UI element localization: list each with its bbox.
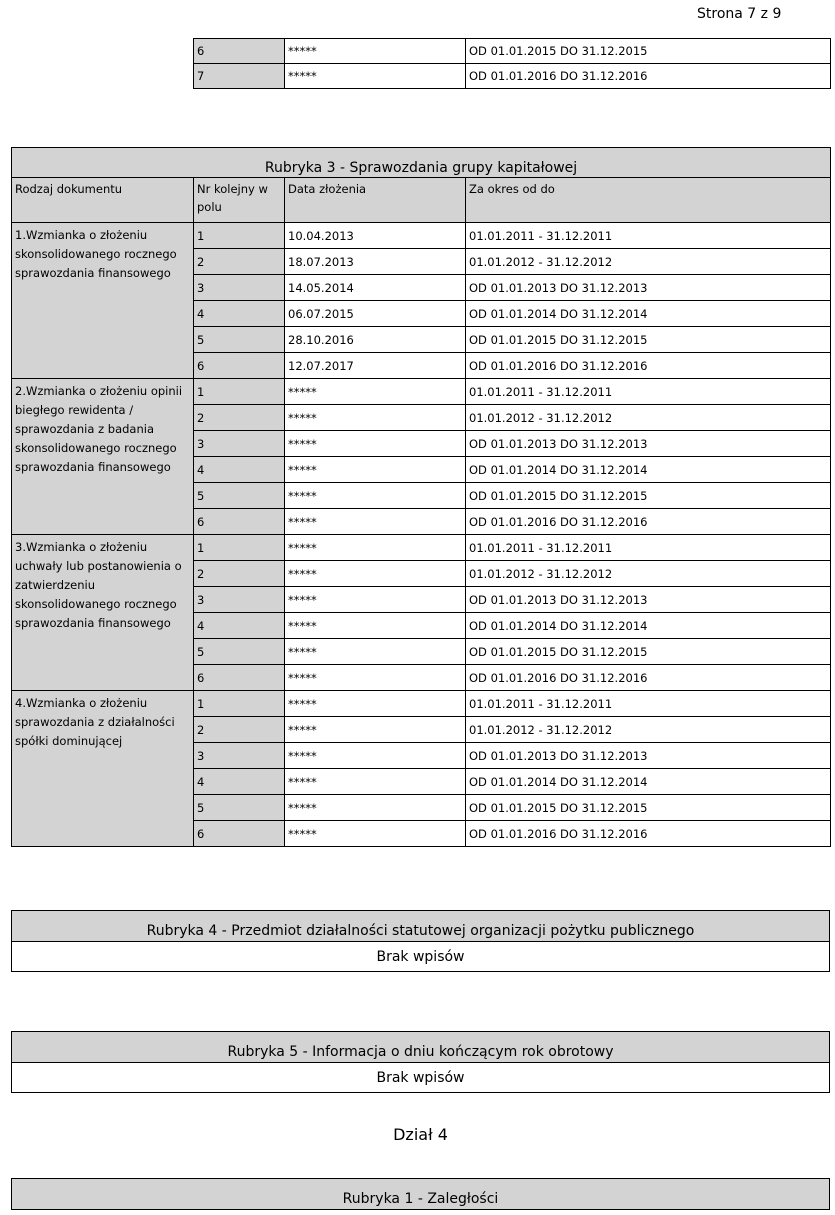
continued-table <box>193 38 831 89</box>
date-cell: ***** <box>285 64 466 89</box>
column-header: Za okres od do <box>466 178 831 223</box>
no-entries-label: Brak wpisów <box>12 942 830 972</box>
period-cell: 01.01.2012 - 31.12.2012 <box>466 561 831 587</box>
nr-cell: 4 <box>194 457 285 483</box>
dzial-heading: Dział 4 <box>393 1125 448 1144</box>
period-cell: OD 01.01.2016 DO 31.12.2016 <box>466 821 831 847</box>
period-cell: OD 01.01.2015 DO 31.12.2015 <box>466 795 831 821</box>
nr-cell: 6 <box>194 821 285 847</box>
section-title <box>12 911 830 942</box>
empty-row <box>12 1063 830 1093</box>
period-cell: 01.01.2012 - 31.12.2012 <box>466 717 831 743</box>
date-cell: ***** <box>285 821 466 847</box>
date-cell: ***** <box>285 535 466 561</box>
section-title <box>12 148 831 178</box>
nr-cell: 4 <box>194 301 285 327</box>
no-entries-label: Brak wpisów <box>12 1063 830 1093</box>
nr-cell: 3 <box>194 743 285 769</box>
nr-cell: 1 <box>194 691 285 717</box>
date-cell: ***** <box>285 613 466 639</box>
date-cell: ***** <box>285 483 466 509</box>
date-cell: ***** <box>285 665 466 691</box>
nr-cell: 1 <box>194 223 285 249</box>
period-cell: OD 01.01.2016 DO 31.12.2016 <box>466 64 831 89</box>
period-cell: OD 01.01.2015 DO 31.12.2015 <box>466 327 831 353</box>
table-row <box>194 64 831 89</box>
nr-cell: 2 <box>194 249 285 275</box>
rubryka-5-table <box>11 1031 830 1093</box>
period-cell: OD 01.01.2014 DO 31.12.2014 <box>466 769 831 795</box>
period-cell: OD 01.01.2016 DO 31.12.2016 <box>466 509 831 535</box>
document-type-cell: 2.Wzmianka o złożeniu opinii biegłego rewidenta / sprawozdania z badania skonsolidowanego rocznego sprawozdania finansowego <box>12 379 194 535</box>
period-cell: OD 01.01.2013 DO 31.12.2013 <box>466 743 831 769</box>
period-cell: OD 01.01.2016 DO 31.12.2016 <box>466 353 831 379</box>
nr-cell: 6 <box>194 665 285 691</box>
period-cell: OD 01.01.2014 DO 31.12.2014 <box>466 457 831 483</box>
period-cell: OD 01.01.2016 DO 31.12.2016 <box>466 665 831 691</box>
table-row <box>194 39 831 64</box>
header-row <box>12 178 831 223</box>
section-title <box>12 1179 830 1210</box>
date-cell: ***** <box>285 509 466 535</box>
period-cell: OD 01.01.2015 DO 31.12.2015 <box>466 39 831 64</box>
date-cell: 28.10.2016 <box>285 327 466 353</box>
date-cell: ***** <box>285 405 466 431</box>
date-cell: 14.05.2014 <box>285 275 466 301</box>
table-row <box>12 691 831 717</box>
section-title-text: Rubryka 4 - Przedmiot działalności statutowej organizacji pożytku publicznego <box>146 923 695 939</box>
period-cell: OD 01.01.2013 DO 31.12.2013 <box>466 587 831 613</box>
nr-cell: 2 <box>194 717 285 743</box>
section-title-text: Rubryka 3 - Sprawozdania grupy kapitałowej <box>264 159 578 176</box>
empty-row <box>12 942 830 972</box>
nr-cell: 3 <box>194 587 285 613</box>
table-row <box>12 223 831 249</box>
column-header: Data złożenia <box>285 178 466 223</box>
nr-cell: 5 <box>194 327 285 353</box>
nr-cell: 2 <box>194 405 285 431</box>
nr-cell: 3 <box>194 275 285 301</box>
nr-cell: 1 <box>194 379 285 405</box>
date-cell: 12.07.2017 <box>285 353 466 379</box>
period-cell: 01.01.2011 - 31.12.2011 <box>466 379 831 405</box>
document-type-cell: 3.Wzmianka o złożeniu uchwały lub postanowienia o zatwierdzeniu skonsolidowanego rocznego sprawozdania finansowego <box>12 535 194 691</box>
period-cell: 01.01.2012 - 31.12.2012 <box>466 405 831 431</box>
period-cell: 01.01.2011 - 31.12.2011 <box>466 535 831 561</box>
section-title-row <box>12 1032 830 1063</box>
nr-cell: 6 <box>194 509 285 535</box>
period-cell: OD 01.01.2015 DO 31.12.2015 <box>466 639 831 665</box>
date-cell: ***** <box>285 639 466 665</box>
period-cell: 01.01.2012 - 31.12.2012 <box>466 249 831 275</box>
section-title-text: Rubryka 1 - Zaległości <box>342 1191 499 1207</box>
column-header: Nr kolejny w polu <box>194 178 285 223</box>
nr-cell: 2 <box>194 561 285 587</box>
column-header: Rodzaj dokumentu <box>12 178 194 223</box>
document-type-cell: 4.Wzmianka o złożeniu sprawozdania z działalności spółki dominującej <box>12 691 194 847</box>
period-cell: 01.01.2011 - 31.12.2011 <box>466 691 831 717</box>
period-cell: OD 01.01.2014 DO 31.12.2014 <box>466 301 831 327</box>
nr-cell: 6 <box>194 353 285 379</box>
nr-cell: 1 <box>194 535 285 561</box>
period-cell: OD 01.01.2013 DO 31.12.2013 <box>466 275 831 301</box>
date-cell: ***** <box>285 743 466 769</box>
date-cell: 10.04.2013 <box>285 223 466 249</box>
section-title-row <box>12 1179 830 1210</box>
date-cell: ***** <box>285 561 466 587</box>
date-cell: ***** <box>285 691 466 717</box>
document-type-cell: 1.Wzmianka o złożeniu skonsolidowanego rocznego sprawozdania finansowego <box>12 223 194 379</box>
period-cell: OD 01.01.2013 DO 31.12.2013 <box>466 431 831 457</box>
section-title-row <box>12 911 830 942</box>
nr-cell: 3 <box>194 431 285 457</box>
period-cell: 01.01.2011 - 31.12.2011 <box>466 223 831 249</box>
date-cell: ***** <box>285 431 466 457</box>
table-row <box>12 379 831 405</box>
nr-cell: 5 <box>194 639 285 665</box>
period-cell: OD 01.01.2015 DO 31.12.2015 <box>466 483 831 509</box>
table-row <box>12 535 831 561</box>
rubryka-3-table <box>11 147 831 847</box>
section-title <box>12 1032 830 1063</box>
date-cell: ***** <box>285 457 466 483</box>
date-cell: 18.07.2013 <box>285 249 466 275</box>
nr-cell: 7 <box>194 64 285 89</box>
date-cell: ***** <box>285 795 466 821</box>
nr-cell: 5 <box>194 795 285 821</box>
nr-cell: 6 <box>194 39 285 64</box>
section-title-text: Rubryka 5 - Informacja o dniu kończącym rok obrotowy <box>227 1044 614 1060</box>
rubryka-4-table <box>11 910 830 972</box>
nr-cell: 4 <box>194 613 285 639</box>
date-cell: 06.07.2015 <box>285 301 466 327</box>
period-cell: OD 01.01.2014 DO 31.12.2014 <box>466 613 831 639</box>
date-cell: ***** <box>285 587 466 613</box>
nr-cell: 5 <box>194 483 285 509</box>
date-cell: ***** <box>285 769 466 795</box>
nr-cell: 4 <box>194 769 285 795</box>
page-number: Strona 7 z 9 <box>697 6 782 22</box>
date-cell: ***** <box>285 379 466 405</box>
section-title-row <box>12 148 831 178</box>
date-cell: ***** <box>285 717 466 743</box>
dzial-4-rubryka-1-table <box>11 1178 830 1210</box>
date-cell: ***** <box>285 39 466 64</box>
